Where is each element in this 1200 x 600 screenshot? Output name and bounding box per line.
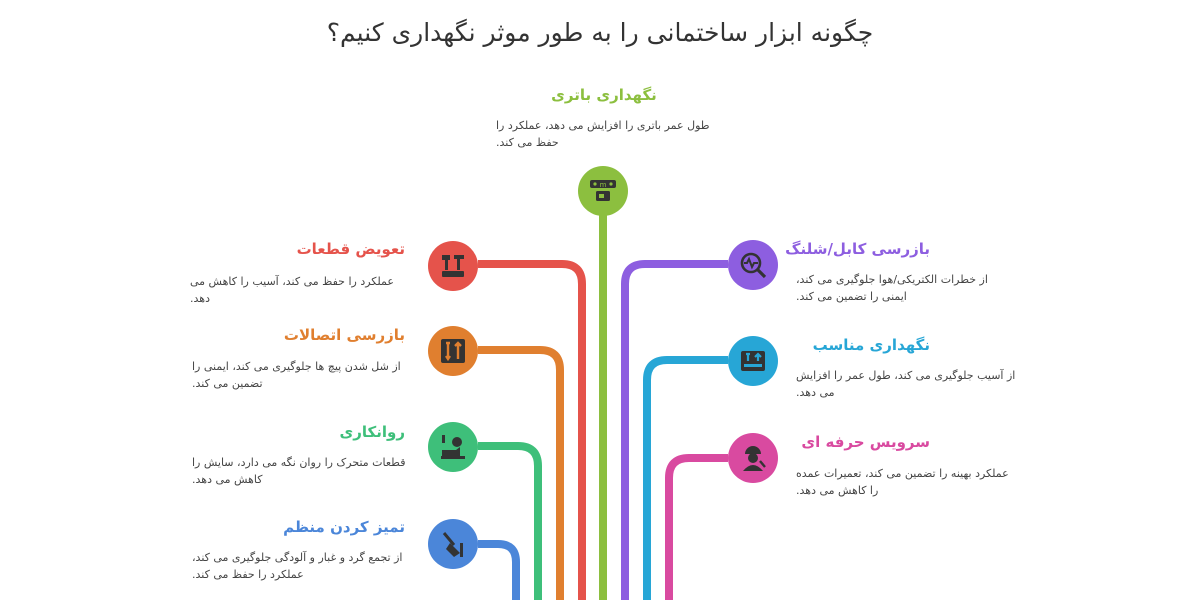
connector-storage: [647, 360, 728, 600]
professional-service-description: [796, 465, 1026, 499]
connector-cleaning: [478, 544, 516, 600]
regular-cleaning-node: [428, 519, 478, 569]
regular-cleaning-desc-line2: عملکرد را حفظ می کند.: [192, 568, 304, 581]
connector-lubrication: [478, 446, 538, 600]
battery-description: [496, 117, 726, 151]
lubrication-node: [428, 422, 478, 472]
cable-inspection-title: بازرسی کابل/شلنگ: [785, 240, 930, 258]
broom-icon: [438, 529, 468, 559]
battery-icon: [588, 176, 618, 206]
lubrication-desc-line2: کاهش می دهد.: [192, 473, 263, 486]
inspect-connections-desc-line1: از شل شدن پیچ ها جلوگیری می کند، ایمنی را: [192, 360, 401, 373]
battery-title: نگهداری باتری: [551, 86, 657, 104]
regular-cleaning-title: تمیز کردن منظم: [283, 518, 405, 536]
technician-icon: [738, 443, 768, 473]
oil-drop-icon: [438, 432, 468, 462]
inspect-connections-node: [428, 326, 478, 376]
inspect-connections-title: بازرسی اتصالات: [283, 326, 405, 344]
replace-parts-description: [190, 273, 410, 307]
page-title: چگونه ابزار ساختمانی را به طور موثر نگهداری کنیم؟: [326, 18, 874, 47]
professional-service-node: [728, 433, 778, 483]
regular-cleaning-description: [192, 549, 420, 583]
battery-desc-line1: طول عمر باتری را افزایش می دهد، عملکرد را: [496, 119, 710, 132]
professional-service-desc-line2: را کاهش می دهد.: [796, 484, 879, 497]
professional-service-desc-line1: عملکرد بهینه را تضمین می کند، تعمیرات عمده: [796, 467, 1009, 480]
battery-node: [578, 166, 628, 216]
svg-text:m: m: [599, 181, 607, 189]
cable-inspection-desc-line1: از خطرات الکتریکی/هوا جلوگیری می کند،: [796, 273, 988, 286]
lubrication-title: روانکاری: [339, 423, 405, 441]
proper-storage-desc-line2: می دهد.: [796, 386, 835, 399]
cable-inspection-desc-line2: ایمنی را تضمین می کند.: [796, 290, 907, 303]
proper-storage-title: نگهداری مناسب: [812, 336, 930, 354]
cable-inspection-node: [728, 240, 778, 290]
lubrication-description: [192, 454, 420, 488]
cable-inspect-icon: [738, 250, 768, 280]
toolbox-icon: [738, 346, 768, 376]
proper-storage-desc-line1: از آسیب جلوگیری می کند، طول عمر را افزایش: [796, 369, 1016, 382]
battery-desc-line2: حفظ می کند.: [496, 136, 559, 149]
wrench-screwdriver-icon: [438, 336, 468, 366]
proper-storage-node: [728, 336, 778, 386]
connector-replace: [478, 264, 582, 600]
inspect-connections-description: [192, 358, 420, 392]
connector-service: [669, 458, 728, 600]
professional-service-title: سرویس حرفه ای: [801, 433, 930, 451]
regular-cleaning-desc-line1: از تجمع گرد و غبار و آلودگی جلوگیری می کند،: [192, 551, 403, 564]
lubrication-desc-line1: قطعات متحرک را روان نگه می دارد، سایش را: [192, 456, 406, 469]
replace-parts-title: تعویض قطعات: [296, 240, 405, 258]
replace-parts-desc-line1: عملکرد را حفظ می کند، آسیب را کاهش می دهد.: [190, 275, 394, 305]
proper-storage-description: [796, 367, 1021, 401]
cable-inspection-description: [796, 271, 1021, 305]
tools-icon: [438, 251, 468, 281]
connector-cables: [625, 264, 728, 600]
replace-parts-node: [428, 241, 478, 291]
inspect-connections-desc-line2: تضمین می کند.: [192, 377, 263, 390]
